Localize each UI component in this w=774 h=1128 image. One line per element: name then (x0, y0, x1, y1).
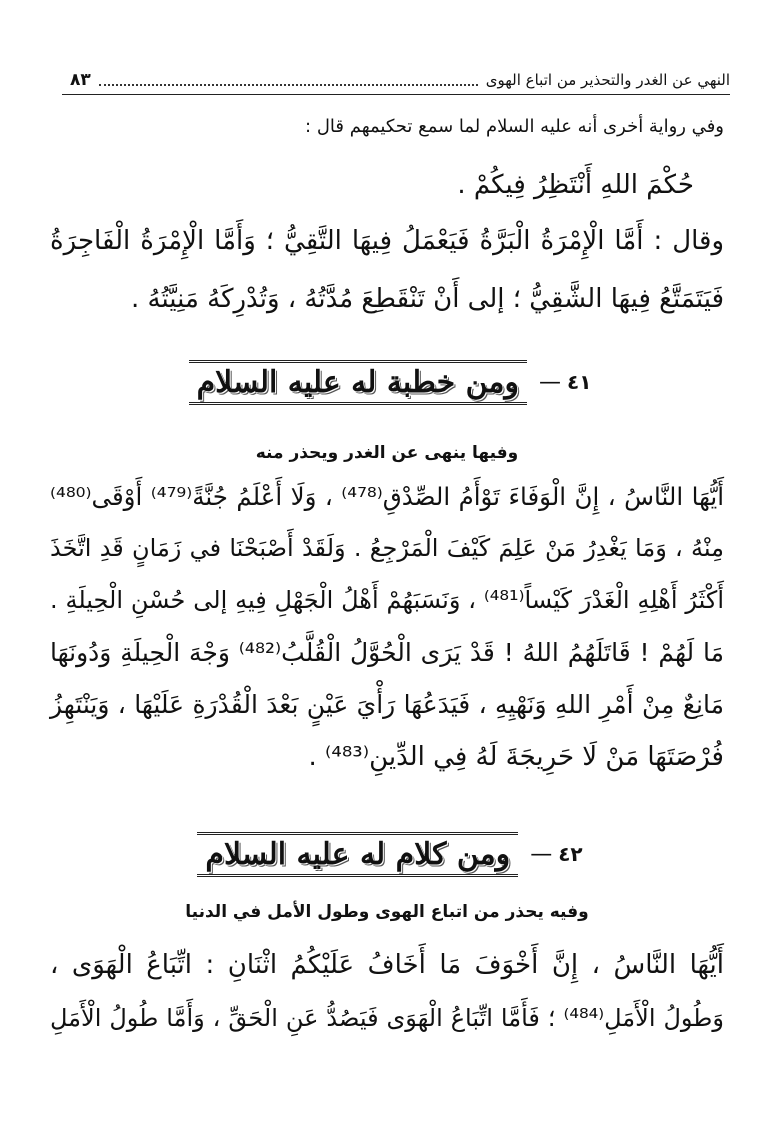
section-41-subtitle: وفيها ينهى عن الغدر ويحذر منه (255, 443, 519, 463)
section-41-line-4: مَا لَهُمْ ! قَاتَلَهُمُ اللهُ ! قَدْ يَرَى الْحُوَّلُ الْقُلَّبُ⁽⁴⁸²⁾ وَجْهَ الْحِيلَةِ وَدُونَهَا (50, 638, 725, 667)
section-41-line-5: مَانِعٌ مِنْ أَمْرِ اللهِ وَنَهْيِهِ ، فَيَدَعُهَا رَأْيَ عَيْنٍ بَعْدَ الْقُدْرَةِ عَلَيْهَا ، وَيَنْتَهِزُ (50, 690, 724, 719)
intro-quote: حُكْمَ اللهِ أَنْتَظِرُ فِيكُمْ . (457, 170, 694, 200)
section-41-title: ومن خطبة له عليه السلام (189, 360, 527, 405)
intro-line-4: فَيَتَمَتَّعُ فِيهَا الشَّقِيُّ ؛ إلى أَنْ تَنْقَطِعَ مُدَّتُهُ ، وَتُدْرِكَهُ مَنِيَّتُهُ . (130, 284, 724, 314)
section-41-line-1: أَيُّهَا النَّاسُ ، إِنَّ الْوَفَاءَ تَوْأَمُ الصِّدْقِ⁽⁴⁷⁸⁾ ، وَلَا أَعْلَمُ جُنَّةً⁽⁴⁷⁹⁾ أَوْقَى⁽⁴⁸⁰⁾ (50, 482, 724, 511)
section-41-dash: — (538, 369, 561, 395)
section-42-number: ٤٢ (558, 842, 583, 866)
section-41-heading (150, 352, 630, 412)
section-41-number: ٤١ (566, 370, 592, 394)
page-number: ٨٣ (70, 70, 91, 90)
header-dotted-leader (99, 74, 478, 86)
intro-line-1: وفي رواية أخرى أنه عليه السلام لما سمع تحكيمهم قال : (305, 116, 724, 137)
section-41-line-2: مِنْهُ ، وَمَا يَغْدِرُ مَنْ عَلِمَ كَيْفَ الْمَرْجِعُ . وَلَقَدْ أَصْبَحْنَا في زَمَانٍ قَدِ اتَّخَذَ (50, 534, 724, 562)
section-42-line-2: وَطُولُ الْأَمَلِ⁽⁴⁸⁴⁾ ؛ فَأَمَّا اتِّبَاعُ الْهَوَى فَيَصُدُّ عَنِ الْحَقِّ ، وَأَمَّا طُولُ الْأَمَلِ (50, 1004, 725, 1032)
section-42-dash: — (530, 841, 553, 867)
intro-line-3: وقال : أَمَّا الْإِمْرَةُ الْبَرَّةُ فَيَعْمَلُ فِيهَا التَّقِيُّ ؛ وَأَمَّا الْإِمْرَةُ الْفَاجِرَةُ (50, 226, 724, 256)
running-header (70, 68, 730, 92)
section-42-line-1: أَيُّهَا النَّاسُ ، إِنَّ أَخْوَفَ مَا أَخَافُ عَلَيْكُمُ اثْنَانِ : اتِّبَاعُ الْهَوَى ، (50, 950, 724, 980)
running-title: النهي عن الغدر والتحذير من اتباع الهوى (485, 71, 730, 89)
section-42-subtitle: وفيه يحذر من اتباع الهوى وطول الأمل في الدنيا (185, 902, 589, 922)
section-42-title: ومن كلام له عليه السلام (197, 832, 518, 877)
section-41-line-6: فُرْصَتَهَا مَنْ لَا حَرِيجَةَ لَهُ فِي الدِّينِ⁽⁴⁸³⁾ . (308, 742, 724, 772)
section-42-heading (150, 824, 630, 884)
section-41-line-3: أَكْثَرُ أَهْلِهِ الْغَدْرَ كَيْساً⁽⁴⁸¹⁾ ، وَنَسَبَهُمْ أَهْلُ الْجَهْلِ فِيهِ إلى حُسْنِ الْحِيلَةِ . (50, 586, 724, 614)
header-rule (62, 94, 730, 95)
